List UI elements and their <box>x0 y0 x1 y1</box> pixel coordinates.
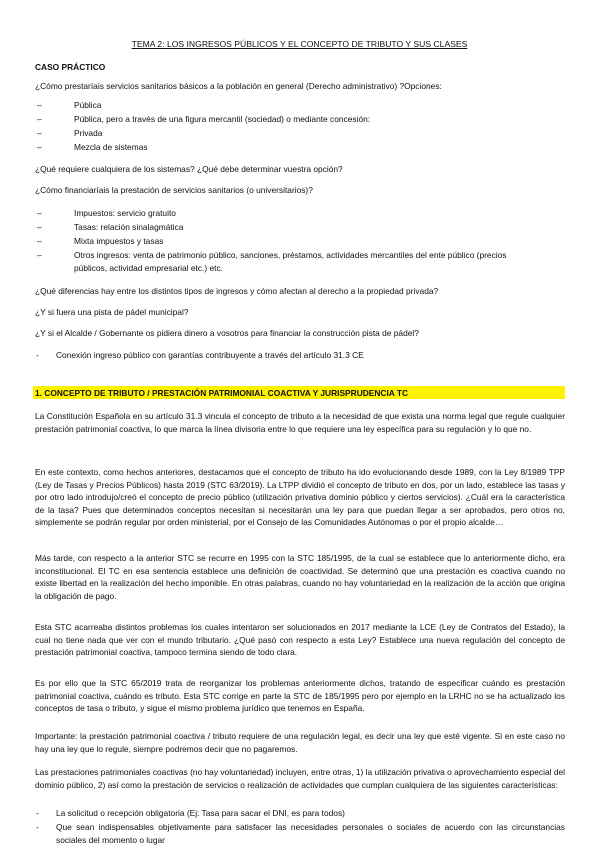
page-title: TEMA 2: LOS INGRESOS PÚBLICOS Y EL CONCEPTO DE TRIBUTO Y SUS CLASES <box>131 39 468 49</box>
bullet-dot: - <box>36 350 39 360</box>
bullet-dot: - <box>36 822 39 832</box>
dash-bullet: – <box>37 222 42 232</box>
question-6: ¿Y si el Alcalde / Gobernante os pidiera dinero a vosotros para financiar la construcción pista de pádel? <box>35 328 419 338</box>
financing-item: Impuestos: servicio gratuito <box>74 208 176 218</box>
question-1: ¿Cómo prestaríais servicios sanitarios básicos a la población en general (Derecho administrativo) ?Opciones: <box>35 81 442 91</box>
paragraph-6: Importante: la prestación patrimonial coactiva / tributo requiere de una regulación legal, es decir una ley que esté vigente. Si en este caso no hay una ley que lo regule, siempre podremos decir que no pagaremos. <box>35 731 565 754</box>
section-heading-1: 1. CONCEPTO DE TRIBUTO / PRESTACIÓN PATRIMONIAL COACTIVA Y JURISPRUDENCIA TC <box>35 388 409 398</box>
paragraph-7: Las prestaciones patrimoniales coactivas (no hay voluntariedad) incluyen, entre otras, 1) la utilización privativa o aprovechamiento especial del dominio público, 2) así como la prestación de servicios o realización de actividades que cumplan cualquiera de las siguientes características: <box>35 767 565 790</box>
bullet-dot: - <box>36 808 39 818</box>
dash-bullet: – <box>37 142 42 152</box>
paragraph-3: Más tarde, con respecto a la anterior STC se recurre en 1995 con la STC 185/1995, de la cual se establece que lo anteriormente dicho, era inconstitucional. El TC en esa sentencia establece una definición de coactividad. Se determinó que una prestación es coactiva cuando no existe libertad en la realización del hecho imponible. En otras palabras, cuando no hay voluntariedad en la realización de la acción que origina la obligación de pago. <box>35 553 565 601</box>
paragraph-1: La Constitución Española en su artículo 31.3 vincula el concepto de tributo a la necesidad de que exista una norma legal que regule cualquier prestación patrimonial coactiva, lo que marca la línea divisoria entre lo que requiere una ley específica para su regulación y lo que no. <box>35 411 565 434</box>
dash-bullet: – <box>37 236 42 246</box>
option-item: Pública <box>74 100 102 110</box>
financing-item-other: Otros ingresos: venta de patrimonio público, sanciones, préstamos, actividades mercantiles del ente público (precios <box>74 250 507 260</box>
paragraph-4: Esta STC acarreaba distintos problemas los cuales intentaron ser solucionados en 2017 mediante la LCE (Ley de Contratos del Estado), la cual no tiene nada que ver con el mundo tributario. ¿Qué pasó con respecto a esta Ley? Establece una nueva regulación del concepto de prestación patrimonial coactiva, tampoco termina siendo de todo clara. <box>35 622 565 658</box>
option-item: Pública, pero a través de una figura mercantil (sociedad) o mediante concesión: <box>74 114 371 124</box>
dash-bullet: – <box>37 100 42 110</box>
financing-item-other-cont: públicos, actividad empresarial etc.) etc. <box>74 263 223 273</box>
paragraph-2: En este contexto, como hechos anteriores, destacamos que el concepto de tributo ha ido evolucionando desde 1989, con la Ley 8/1989 TPP (Ley de Tasas y Precios Públicos) hasta 2019 (STC 63/2019). La LTPP dividió el concepto de tributo en dos, por un lado, establece las tasas y por otro lado introdujo/creó el concepto de precio público (utilización privativa dominio público y ciertos servicios). ¿Cuál era la característica de la tasa? Pues que determinados conceptos necesitan si necesitarán una ley para que puedan llegar a ser aprobados, pero otros no, simplemente se podrán regular por orden ministerial, por el Consejo de las Comunidades Autónomas o por el propio alcalde… <box>35 467 565 528</box>
question-3: ¿Cómo financiaríais la prestación de servicios sanitarios (o universitarios)? <box>35 185 313 195</box>
question-5: ¿Y si fuera una pista de pádel municipal? <box>35 307 189 317</box>
dash-bullet: – <box>37 208 42 218</box>
financing-item: Mixta impuestos y tasas <box>74 236 164 246</box>
characteristic-item: Que sean indispensables objetivamente para satisfacer las necesidades personales o sociales de acuerdo con las circunstancias sociales del momento o lugar <box>56 822 565 845</box>
question-7: Conexión ingreso público con garantías contribuyente a través del artículo 31.3 CE <box>56 350 364 360</box>
caso-practico-heading: CASO PRÁCTICO <box>35 62 106 72</box>
dash-bullet: – <box>37 128 42 138</box>
question-4: ¿Qué diferencias hay entre los distintos tipos de ingresos y cómo afectan al derecho a la propiedad privada? <box>35 286 439 296</box>
option-item: Privada <box>74 128 103 138</box>
paragraph-5: Es por ello que la STC 65/2019 trata de reorganizar los problemas anteriormente dichos, tratando de especificar cuándo es prestación patrimonial coactiva, cuándo es tributo. Esta STC corrige en parte la STC de 185/1995 pero por ejemplo en la LRHC no se ha actualizado los conceptos de tasa o tributo, y sigue el mismo problema jurídico que tenemos en España. <box>35 678 565 714</box>
financing-item: Tasas: relación sinalagmática <box>74 222 184 232</box>
option-item: Mezcla de sistemas <box>74 142 148 152</box>
dash-bullet: – <box>37 250 42 260</box>
question-2: ¿Qué requiere cualquiera de los sistemas? ¿Qué debe determinar vuestra opción? <box>35 164 343 174</box>
dash-bullet: – <box>37 114 42 124</box>
characteristic-item: La solicitud o recepción obligatoria (Ej: Tasa para sacar el DNI, es para todos) <box>56 808 345 818</box>
